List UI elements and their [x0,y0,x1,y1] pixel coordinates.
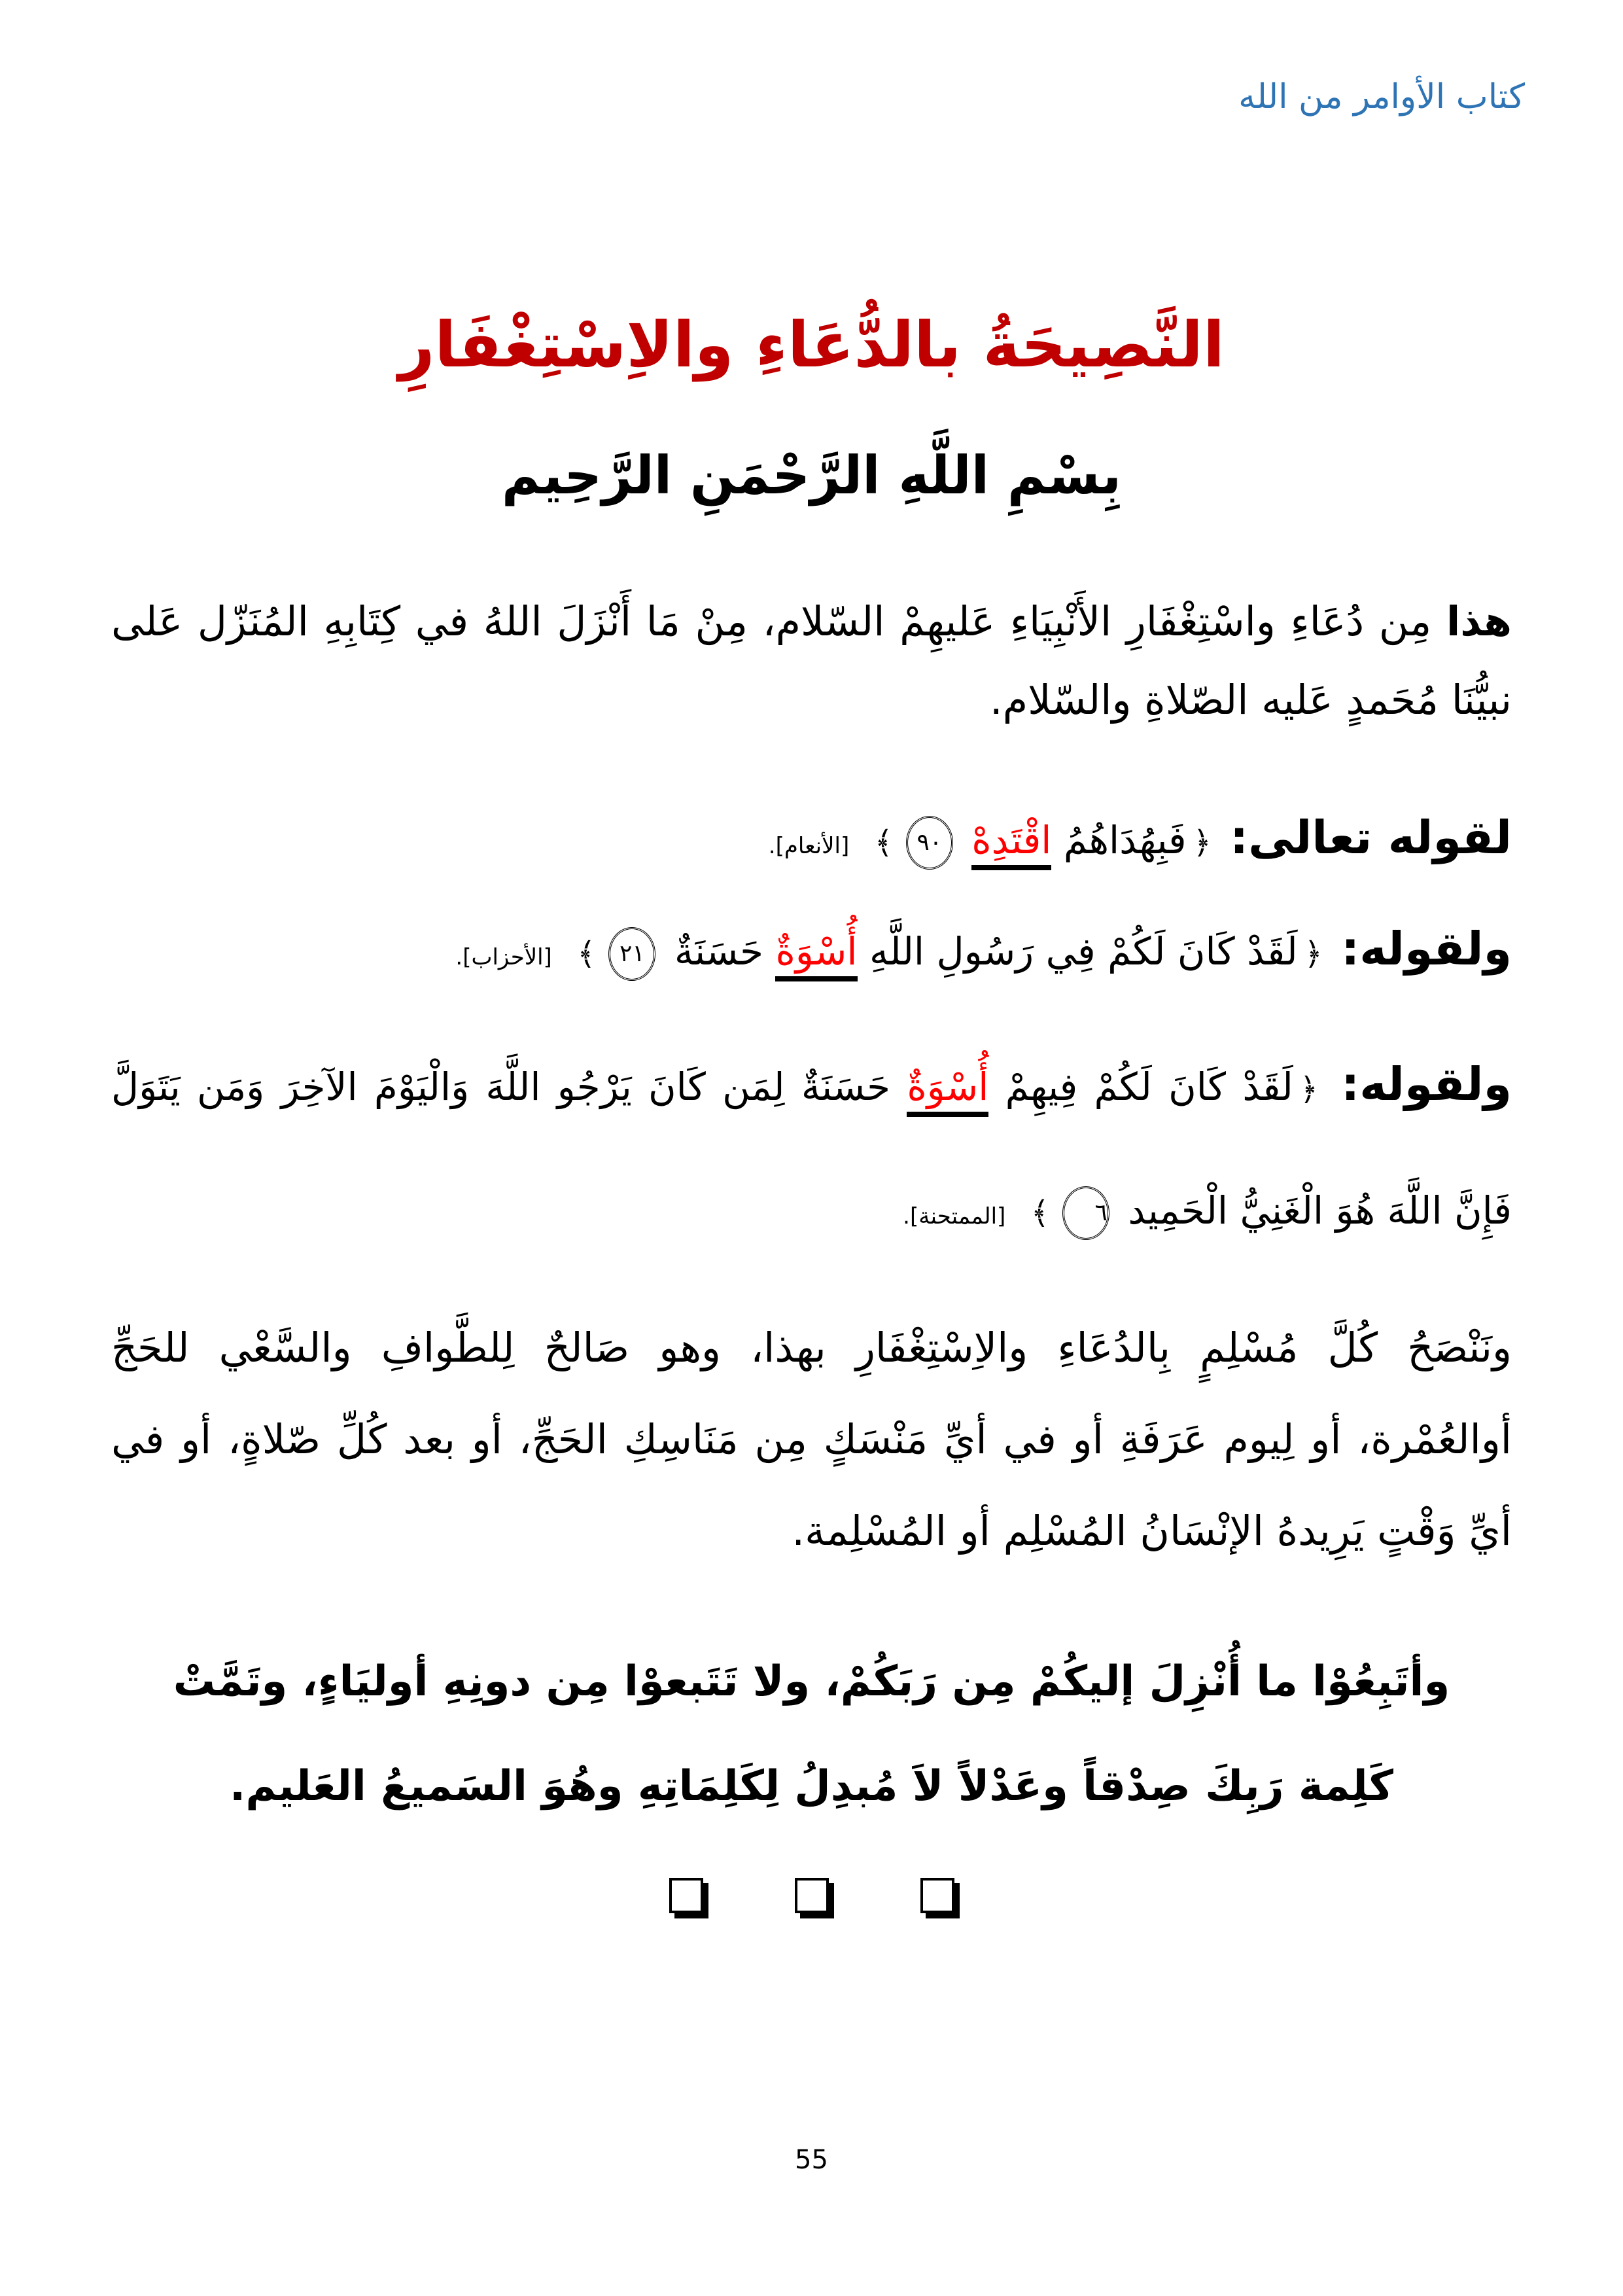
verse-text: لَقَدْ كَانَ لَكُمْ فِي رَسُولِ اللَّهِ [857,929,1298,974]
highlighted-word: اقْتَدِهْ [971,818,1051,870]
verse-text-after: حَسَنَةٌ لِمَن كَانَ يَرْجُو اللَّهَ وَالْيَوْمَ الآخِرَ وَمَن يَتَوَلَّ فَإِنَّ اللَّهَ هُوَ الْغَنِيُّ الْحَمِيد [111,1065,1512,1233]
verse-citation [111,1024,1512,1277]
surah-reference: [الممتحنة]. [903,1203,1006,1229]
verse-citation [111,913,1512,993]
closing-paragraph: وأتَبِعُوْا ما أُنْزِلَ إليكُمْ مِن رَبَكُمْ، ولا تَتَبعوْا مِن دونِهِ أوليَاءٍ، وتَمَّتْ كَلِمة رَبِكَ صِدْقاً وعَدْلاً لاَ مُبدِلُ لِكَلِمَاتِهِ وهُوَ السَميعُ العَليم. [173,1657,1450,1810]
ornate-bracket-open-icon: ﴿ [1193,824,1212,861]
ornate-bracket-open-icon: ﴿ [1299,1071,1318,1108]
page-number: 55 [795,2145,828,2175]
ayah-number-medallion: ٦ [1062,1186,1109,1240]
square-shadow-icon [795,1878,829,1913]
ayah-number-medallion: ٢١ [608,927,655,981]
highlighted-word: أُسْوَةٌ [775,929,857,981]
ayah-number-medallion: ٩٠ [906,816,953,870]
verse-text: لَقَدْ كَانَ لَكُمْ فِيهِمْ [988,1065,1293,1109]
surah-reference: [الأنعام]. [768,833,850,859]
page-title: النَّصِيحَةُ بالدُّعَاءِ والاِسْتِغْفَارِ [398,308,1225,381]
verse-text-after: حَسَنَةٌ [674,929,776,974]
highlighted-word: أُسْوَةٌ [907,1065,988,1117]
verse-text: فَبِهُدَاهُمُ [1051,818,1187,862]
verse-label: ولقوله: [1341,922,1512,976]
basmala: بِسْمِ اللَّهِ الرَّحْمَنِ الرَّحِيم [501,445,1122,506]
square-shadow-icon [669,1878,703,1913]
running-header: كتاب الأوامر من الله [1238,77,1525,116]
intro-text: مِن دُعَاءِ واسْتِغْفَارِ الأَنْبِيَاءِ عَليهِمْ السّلام، مِنْ مَا أَنْزَلَ اللهُ في كِتَابِهِ المُنَزّل عَلى نبيُّنَا مُحَمدٍ عَليه الصّلاةِ والسّلام. [111,597,1512,724]
ornate-bracket-close-icon: ﴾ [577,936,596,972]
ornate-bracket-close-icon: ﴾ [874,824,893,861]
surah-reference: [الأحزاب]. [455,944,552,970]
advice-paragraph: ونَنْصَحُ كُلَّ مُسْلِمٍ بِالدُعَاءِ والاِسْتِغْفَارِ بهذا، وهو صَالحٌ لِلطَّوافِ والسَّعْي للحَجِّ أوالعُمْرة، أو لِيوم عَرَفَةِ أو في أيِّ مَنْسَكٍ مِن مَنَاسِكِ الحَجِّ، أو بعد كُلِّ صّلاةٍ، أو في أيِّ وَقْتٍ يَرِيدهُ الإنْسَانُ المُسْلِم أو المُسْلِمة. [111,1324,1512,1555]
verse-label: ولقوله: [1341,1057,1512,1111]
verse-citation [111,802,1512,882]
ornate-bracket-open-icon: ﴿ [1304,936,1323,972]
intro-paragraph [111,582,1512,739]
intro-lead: هذا [1446,597,1512,645]
square-shadow-icon [920,1878,954,1913]
verse-label: لقوله تعالى: [1230,811,1512,864]
section-separator [0,1878,1623,1913]
ornate-bracket-close-icon: ﴾ [1030,1195,1049,1231]
